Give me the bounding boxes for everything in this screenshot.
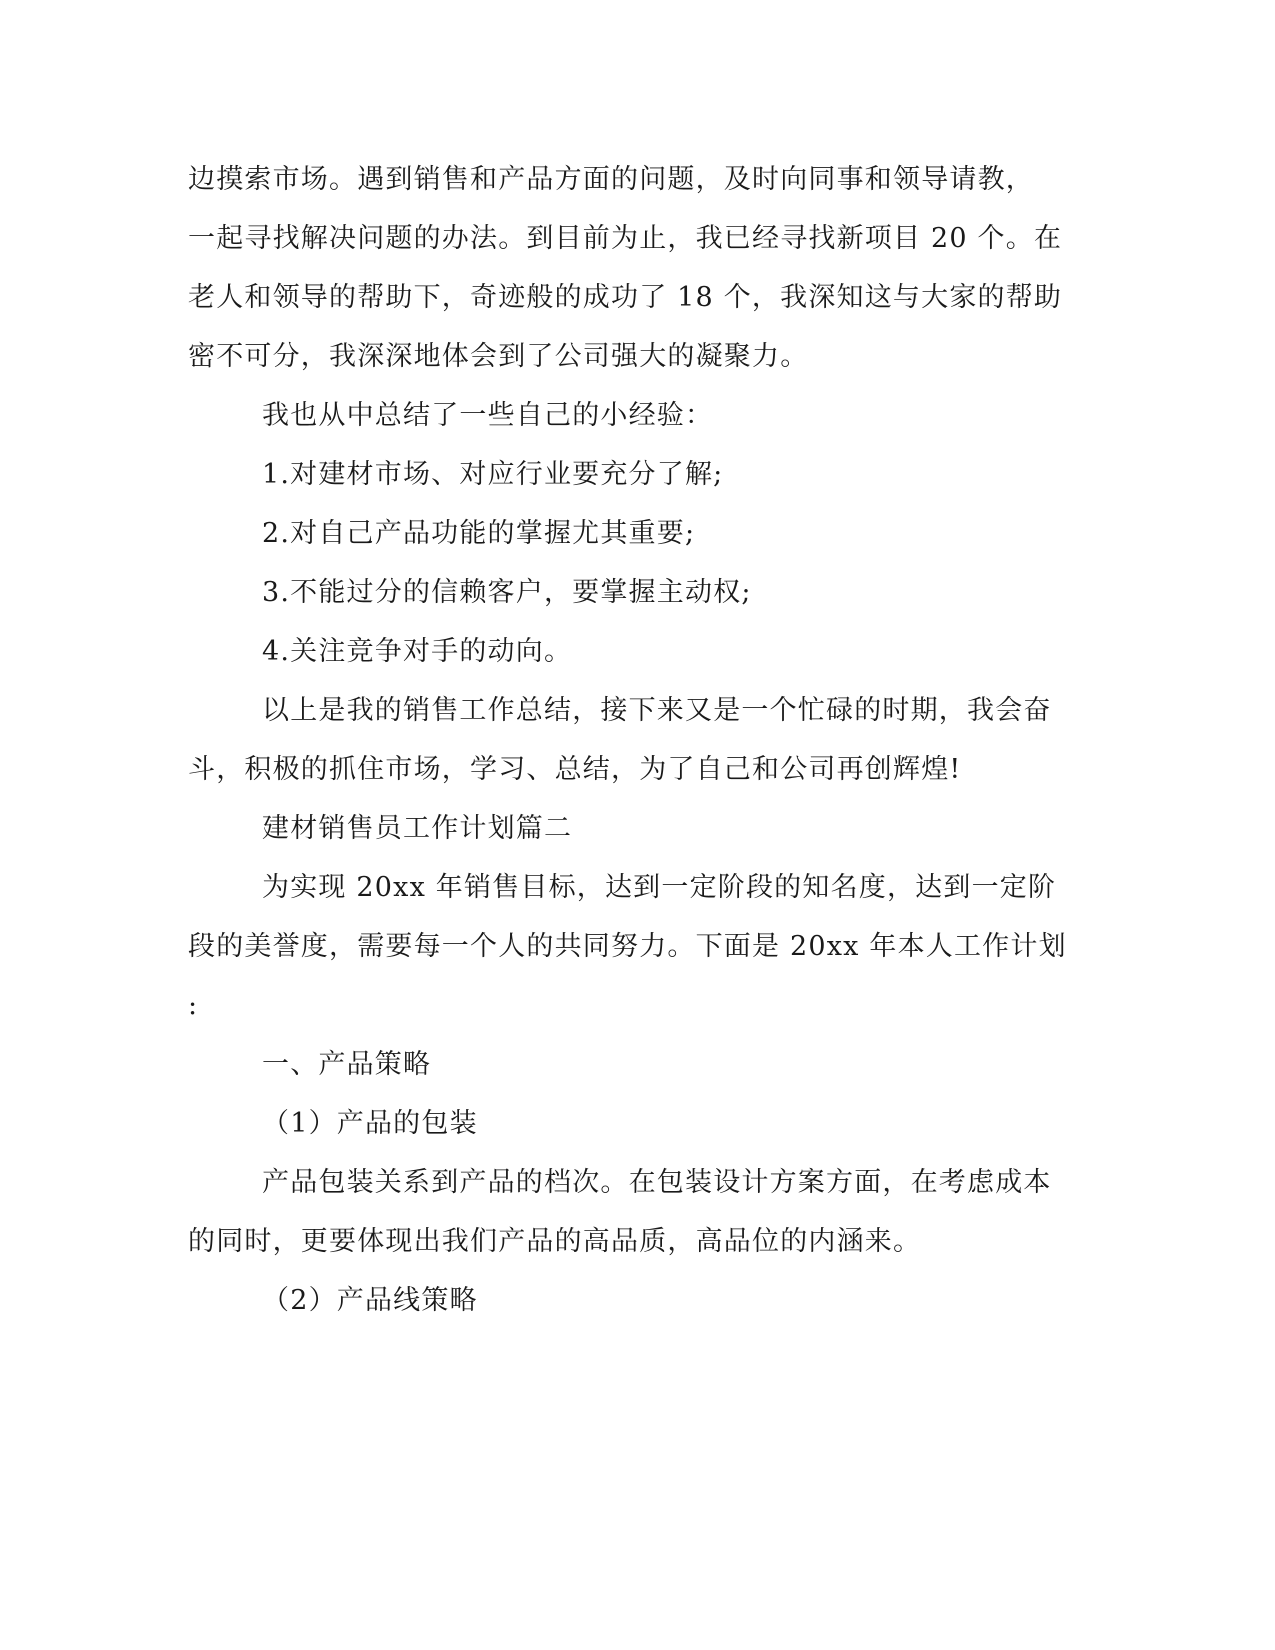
paragraph-line: 为实现 20xx 年销售目标，达到一定阶段的知名度，达到一定阶 <box>262 872 1057 903</box>
paragraph-line: 边摸索市场。遇到销售和产品方面的问题，及时向同事和领导请教， <box>188 164 1034 195</box>
paragraph-line: 斗，积极的抓住市场，学习、总结，为了自己和公司再创辉煌! <box>188 754 962 785</box>
list-item: 3.不能过分的信赖客户，要掌握主动权; <box>262 577 752 608</box>
list-item: 2.对自己产品功能的掌握尤其重要; <box>262 518 696 549</box>
paragraph-line: 段的美誉度，需要每一个人的共同努力。下面是 20xx 年本人工作计划 <box>188 931 1067 962</box>
paragraph-line: 我也从中总结了一些自己的小经验： <box>262 400 714 431</box>
section-heading: 建材销售员工作计划篇二 <box>262 813 573 844</box>
list-item: 1.对建材市场、对应行业要充分了解; <box>262 459 724 490</box>
list-item: 4.关注竞争对手的动向。 <box>262 636 573 667</box>
paragraph-line: 密不可分，我深深地体会到了公司强大的凝聚力。 <box>188 341 809 372</box>
paragraph-line: 以上是我的销售工作总结，接下来又是一个忙碌的时期，我会奋 <box>262 695 1052 726</box>
subsection-heading: （1）产品的包装 <box>262 1108 478 1139</box>
section-heading: 一、产品策略 <box>262 1049 432 1080</box>
paragraph-line: 产品包装关系到产品的档次。在包装设计方案方面，在考虑成本 <box>262 1167 1052 1198</box>
paragraph-line: 的同时，更要体现出我们产品的高品质，高品位的内涵来。 <box>188 1226 922 1257</box>
paragraph-line: 老人和领导的帮助下，奇迹般的成功了 18 个，我深知这与大家的帮助 <box>188 282 1063 313</box>
paragraph-line: 一起寻找解决问题的办法。到目前为止，我已经寻找新项目 20 个。在 <box>188 223 1063 254</box>
paragraph-line: : <box>188 990 199 1021</box>
subsection-heading: （2）产品线策略 <box>262 1285 478 1316</box>
